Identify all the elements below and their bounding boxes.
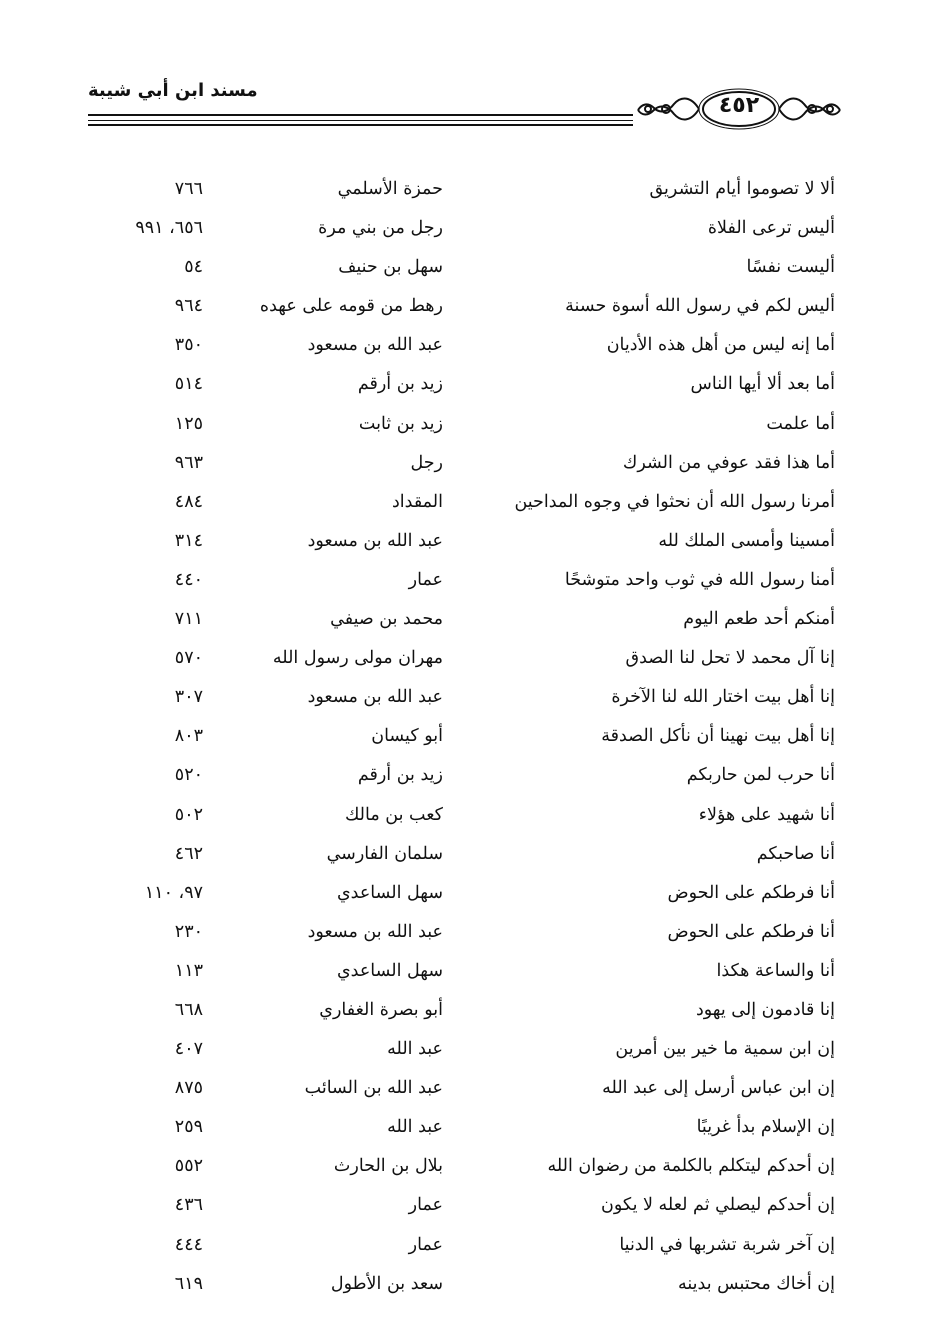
index-row <box>95 1030 835 1069</box>
index-row <box>95 835 835 874</box>
index-row <box>95 209 835 248</box>
narrator-name: رجل من بني مرة <box>318 218 443 239</box>
page-reference: ٦٥٦، ٩٩١ <box>135 218 203 239</box>
page-reference: ٥٥٢ <box>174 1156 203 1177</box>
hadith-title: أمسينا وأمسى الملك لله <box>658 530 835 551</box>
index-row <box>95 717 835 756</box>
narrator-name: رجل <box>410 452 443 473</box>
narrator-name: مهران مولى رسول الله <box>272 648 443 669</box>
hadith-title: أليس لكم في رسول الله أسوة حسنة <box>565 296 835 317</box>
narrator-name: عبد الله بن مسعود <box>307 921 443 942</box>
page-reference: ٦٦٨ <box>174 999 203 1020</box>
narrator-name: عبد الله بن مسعود <box>307 530 443 551</box>
page-reference: ٩٦٤ <box>174 296 203 317</box>
page-number: ٤٥٢ <box>718 93 760 118</box>
header-rule <box>88 124 633 126</box>
narrator-name: سعد بن الأطول <box>330 1273 443 1294</box>
narrator-name: المقداد <box>391 491 443 512</box>
narrator-name: عبد الله <box>387 1117 443 1138</box>
hadith-title: أنا صاحبكم <box>756 843 835 864</box>
hadith-title: إنا أهل بيت اختار الله لنا الآخرة <box>611 687 835 708</box>
hadith-title: إن أحدكم ليصلي ثم لعله لا يكون <box>601 1195 835 1216</box>
index-row <box>95 600 835 639</box>
index-row <box>95 444 835 483</box>
hadith-title: أما إنه ليس من أهل هذه الأديان <box>606 335 835 356</box>
hadith-title: أنا حرب لمن حاربكم <box>686 765 835 786</box>
index-row <box>95 1147 835 1186</box>
page-reference: ٩٧، ١١٠ <box>144 882 203 903</box>
index-row <box>95 1226 835 1265</box>
hadith-title: إن ابن عباس أرسل إلى عبد الله <box>602 1078 835 1099</box>
index-row <box>95 796 835 835</box>
index-row <box>95 756 835 795</box>
index-row <box>95 483 835 522</box>
index-row <box>95 913 835 952</box>
hadith-title: أما بعد ألا أيها الناس <box>690 374 835 395</box>
page-reference: ٤٤٠ <box>174 569 203 590</box>
narrator-name: سهل الساعدي <box>336 960 443 981</box>
hadith-title: إن أحدكم ليتكلم بالكلمة من رضوان الله <box>547 1156 835 1177</box>
index-table <box>95 170 835 1304</box>
index-row <box>95 1069 835 1108</box>
page-reference: ٤٨٤ <box>174 491 203 512</box>
page-reference: ٦١٩ <box>174 1273 203 1294</box>
index-row <box>95 248 835 287</box>
page-reference: ٥١٤ <box>174 374 203 395</box>
index-row <box>95 287 835 326</box>
page-reference: ٣١٤ <box>174 530 203 551</box>
index-row <box>95 678 835 717</box>
hadith-title: إنا قادمون إلى يهود <box>695 999 835 1020</box>
narrator-name: رهط من قومه على عهده <box>259 296 443 317</box>
index-row <box>95 639 835 678</box>
narrator-name: زيد بن ثابت <box>358 413 443 434</box>
hadith-title: إن الإسلام بدأ غريبًا <box>696 1117 835 1138</box>
page-reference: ٥٠٢ <box>174 804 203 825</box>
narrator-name: عمار <box>408 569 443 590</box>
index-row <box>95 365 835 404</box>
index-row <box>95 1108 835 1147</box>
index-row <box>95 874 835 913</box>
page-reference: ٢٥٩ <box>174 1117 203 1138</box>
index-row <box>95 1186 835 1225</box>
narrator-name: كعب بن مالك <box>344 804 443 825</box>
hadith-title: إنا أهل بيت نهينا أن نأكل الصدقة <box>601 726 835 747</box>
narrator-name: سلمان الفارسي <box>326 843 443 864</box>
page-reference: ٣٥٠ <box>174 335 203 356</box>
hadith-title: أنا فرطكم على الحوض <box>667 921 835 942</box>
page-reference: ٥٤ <box>184 257 203 278</box>
narrator-name: حمزة الأسلمي <box>337 179 443 199</box>
narrator-name: بلال بن الحارث <box>333 1156 443 1177</box>
page-reference: ٨٠٣ <box>174 726 203 747</box>
page-reference: ٨٧٥ <box>174 1078 203 1099</box>
narrator-name: سهل بن حنيف <box>338 257 443 278</box>
page-reference: ٤٠٧ <box>174 1039 203 1060</box>
hadith-title: إن أخاك محتبس بدينه <box>678 1273 835 1294</box>
hadith-title: إن ابن سمية ما خير بين أمرين <box>615 1039 835 1060</box>
hadith-title: أليس ترعى الفلاة <box>707 218 835 239</box>
narrator-name: زيد بن أرقم <box>357 765 443 786</box>
hadith-title: إن آخر شربة تشربها في الدنيا <box>619 1234 835 1255</box>
index-row <box>95 1265 835 1304</box>
index-row <box>95 991 835 1030</box>
page-reference: ١١٣ <box>174 960 203 981</box>
narrator-name: عمار <box>408 1195 443 1216</box>
page-reference: ٧٦٦ <box>174 179 203 199</box>
page-reference: ٣٠٧ <box>174 687 203 708</box>
index-row <box>95 405 835 444</box>
narrator-name: عبد الله بن السائب <box>304 1078 443 1099</box>
page-reference: ١٢٥ <box>174 413 203 434</box>
hadith-title: أما هذا فقد عوفي من الشرك <box>622 452 835 473</box>
header-rule <box>88 120 633 121</box>
page-header <box>88 80 843 140</box>
hadith-title: أنا شهيد على هؤلاء <box>698 804 835 825</box>
hadith-title: أليست نفسًا <box>746 257 835 278</box>
hadith-title: أنا والساعة هكذا <box>716 960 835 981</box>
book-title: مسند ابن أبي شيبة <box>88 80 258 101</box>
page-reference: ٩٦٣ <box>174 452 203 473</box>
hadith-title: أمنكم أحد طعم اليوم <box>683 609 835 630</box>
hadith-title: أمنا رسول الله في ثوب واحد متوشحًا <box>564 569 835 590</box>
hadith-title: أما علمت <box>766 413 835 434</box>
narrator-name: عبد الله بن مسعود <box>307 335 443 356</box>
narrator-name: سهل الساعدي <box>336 882 443 903</box>
hadith-title: إنا آل محمد لا تحل لنا الصدق <box>625 648 835 669</box>
page-reference: ٧١١ <box>174 609 203 630</box>
hadith-title: أنا فرطكم على الحوض <box>667 882 835 903</box>
index-row <box>95 326 835 365</box>
page-reference: ٥٢٠ <box>174 765 203 786</box>
narrator-name: أبو بصرة الغفاري <box>319 999 443 1020</box>
narrator-name: زيد بن أرقم <box>357 374 443 395</box>
header-rule <box>88 114 633 116</box>
page-reference: ٤٤٤ <box>174 1234 203 1255</box>
hadith-title: أمرنا رسول الله أن نحثوا في وجوه المداحين <box>514 491 835 512</box>
narrator-name: عبد الله <box>387 1039 443 1060</box>
narrator-name: أبو كيسان <box>371 726 443 747</box>
narrator-name: عبد الله بن مسعود <box>307 687 443 708</box>
narrator-name: عمار <box>408 1234 443 1255</box>
index-row <box>95 522 835 561</box>
page-reference: ٤٣٦ <box>174 1195 203 1216</box>
page-reference: ٤٦٢ <box>174 843 203 864</box>
narrator-name: محمد بن صيفي <box>330 609 443 630</box>
index-row <box>95 170 835 209</box>
hadith-title: ألا لا تصوموا أيام التشريق <box>649 179 835 199</box>
page-reference: ٢٣٠ <box>174 921 203 942</box>
page-reference: ٥٧٠ <box>174 648 203 669</box>
index-row <box>95 561 835 600</box>
index-row <box>95 952 835 991</box>
